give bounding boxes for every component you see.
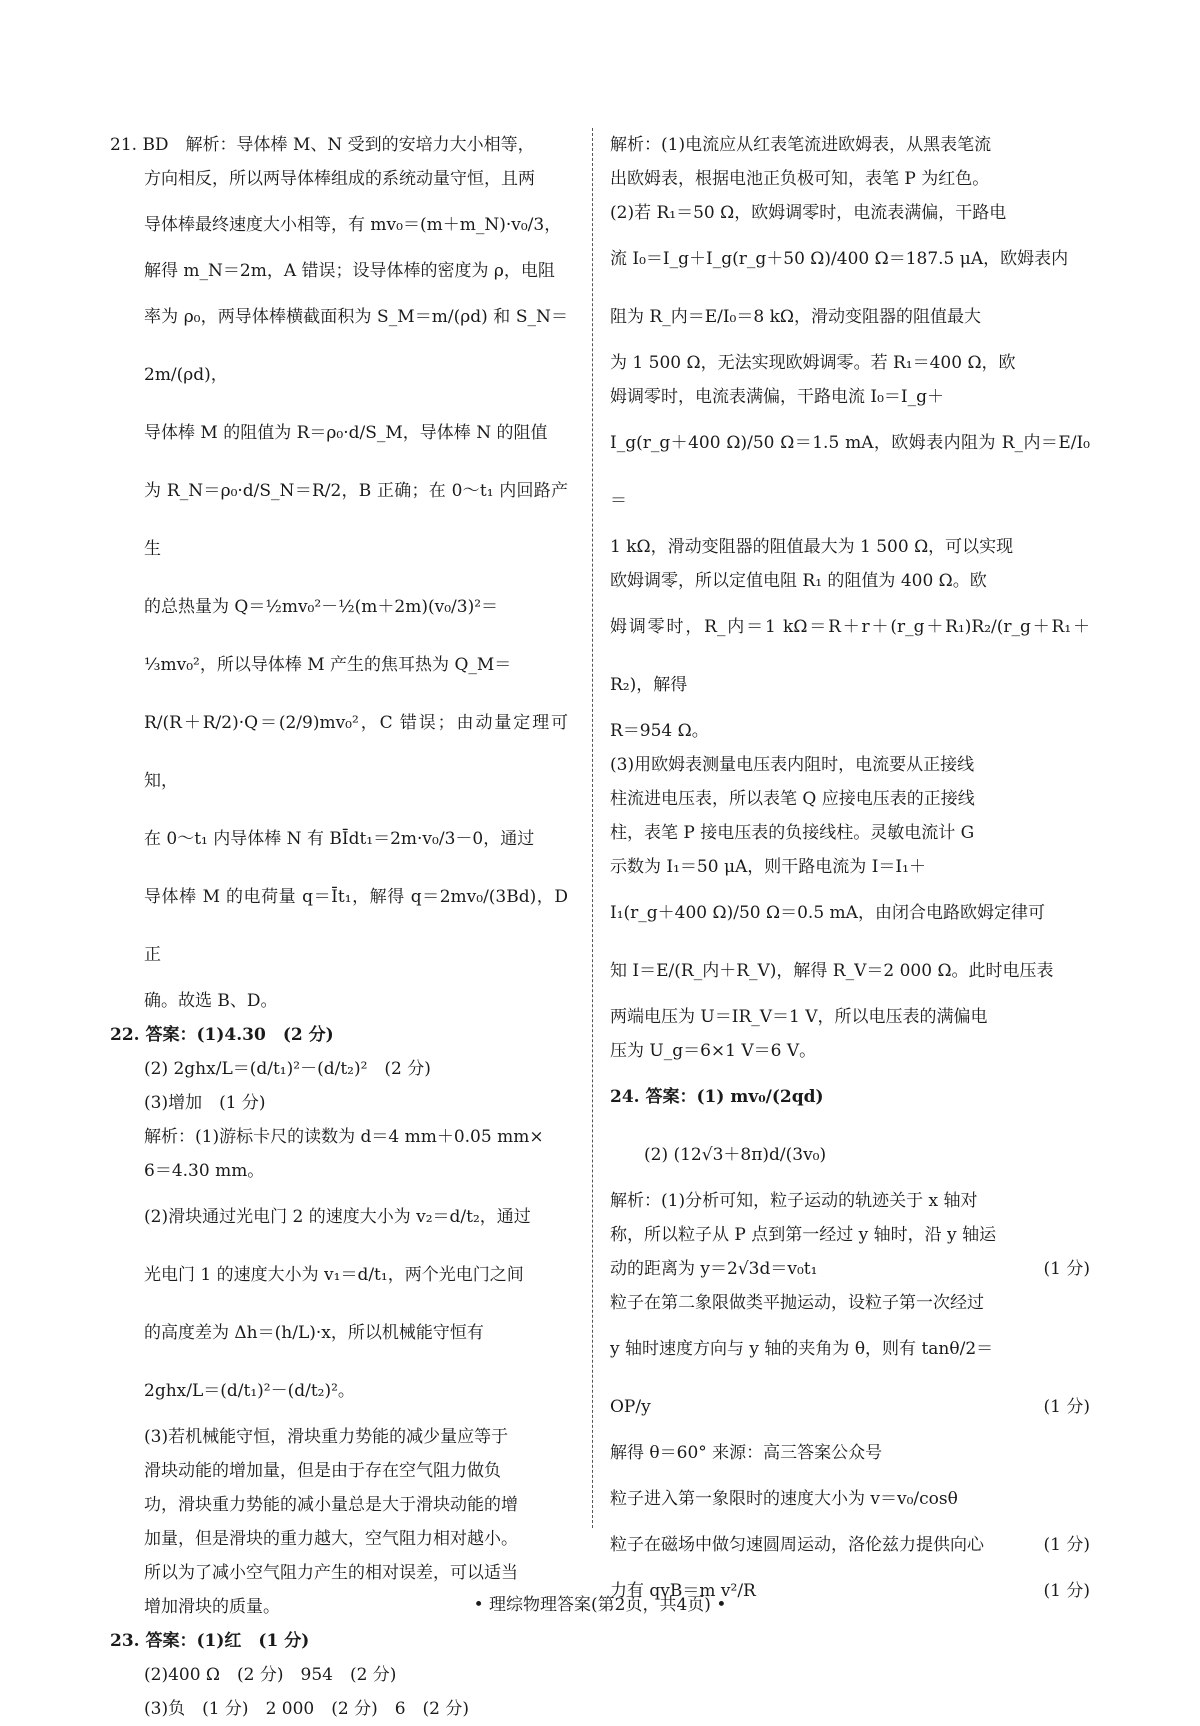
q22-analysis-line: 增加滑块的质量。 xyxy=(144,1597,280,1617)
points-label: (1 分) xyxy=(1043,1397,1090,1417)
q24-answer-line: (2) (12√3＋8π)d/(3v₀) xyxy=(644,1145,827,1165)
q23-analysis-line: 柱，表笔 P 接电压表的负接线柱。灵敏电流计 G xyxy=(610,823,975,843)
q21-line: 的总热量为 Q＝½mv₀²－½(m＋2m)(v₀/3)²＝ xyxy=(144,597,499,617)
q23-analysis-line: 示数为 I₁＝50 μA，则干路电流为 I＝I₁＋ xyxy=(610,857,926,877)
q23-analysis-line: 姆调零时，电流表满偏，干路电流 I₀＝I_g＋ xyxy=(610,387,945,407)
points-label: (1 分) xyxy=(1043,1259,1090,1279)
q24-analysis-line: 动的距离为 y＝2√3d＝v₀t₁ xyxy=(610,1259,818,1279)
q22-answer-line: 22. 答案：(1)4.30 (2 分) xyxy=(110,1025,334,1045)
q23-analysis-line: 知 I＝E/(R_内＋R_V)，解得 R_V＝2 000 Ω。此时电压表 xyxy=(610,961,1054,981)
q23-analysis-line: 欧姆调零，所以定值电阻 R₁ 的阻值为 400 Ω。欧 xyxy=(610,571,987,591)
q24-analysis-line: y 轴时速度方向与 y 轴的夹角为 θ，则有 tanθ/2＝ xyxy=(610,1339,994,1359)
q22-analysis-line: 功，滑块重力势能的减小量总是大于滑块动能的增 xyxy=(144,1495,518,1515)
q24-analysis-line: 称，所以粒子从 P 点到第一经过 y 轴时，沿 y 轴运 xyxy=(610,1225,997,1245)
q24-analysis-line: 粒子在磁场中做匀速圆周运动，洛伦兹力提供向心 xyxy=(610,1535,984,1555)
q22-analysis-line: 2ghx/L＝(d/t₁)²－(d/t₂)²。 xyxy=(144,1381,355,1401)
q24-analysis-line: 解得 θ＝60° 来源：高三答案公众号 xyxy=(610,1443,883,1463)
column-divider xyxy=(592,128,593,1528)
q23-analysis-line: 解析：(1)电流应从红表笔流进欧姆表，从黑表笔流 xyxy=(610,135,992,155)
q24-answer-line: 24. 答案：(1) mv₀/(2qd) xyxy=(610,1087,824,1107)
q22-analysis-line: 光电门 1 的速度大小为 v₁＝d/t₁，两个光电门之间 xyxy=(144,1265,524,1285)
question-21 xyxy=(110,128,568,1018)
right-column xyxy=(610,128,1090,1620)
page-footer: • 理综物理答案(第2页，共4页) • xyxy=(473,1595,727,1615)
q22-analysis-line: 滑块动能的增加量，但是由于存在空气阻力做负 xyxy=(144,1461,501,1481)
q21-line: 导体棒 M 的电荷量 q＝Īt₁，解得 q＝2mv₀/(3Bd)，D 正 xyxy=(144,887,568,965)
q21-line: 方向相反，所以两导体棒组成的系统动量守恒，且两 xyxy=(144,169,535,189)
q23-analysis-line: (3)用欧姆表测量电压表内阻时，电流要从正接线 xyxy=(610,755,975,775)
q22-analysis-line: (2)滑块通过光电门 2 的速度大小为 v₂＝d/t₂，通过 xyxy=(144,1207,531,1227)
q23-analysis-line: 1 kΩ，滑动变阻器的阻值最大为 1 500 Ω，可以实现 xyxy=(610,537,1014,557)
q23-analysis-line: 阻为 R_内＝E/I₀＝8 kΩ，滑动变阻器的阻值最大 xyxy=(610,307,981,327)
q21-line: 导体棒 M 的阻值为 R＝ρ₀·d/S_M，导体棒 N 的阻值 xyxy=(144,423,548,443)
q23-analysis-line: 出欧姆表，根据电池正负极可知，表笔 P 为红色。 xyxy=(610,169,990,189)
q24-analysis-line: 力有 qvB＝m v²/R xyxy=(610,1581,756,1601)
q23-analysis-line: 姆调零时，R_内＝1 kΩ＝R＋r＋(r_g＋R₁)R₂/(r_g＋R₁＋R₂)，解得 xyxy=(610,617,1090,695)
points-label: (1 分) xyxy=(1043,1535,1090,1555)
q22-analysis-line: 所以为了减小空气阻力产生的相对误差，可以适当 xyxy=(144,1563,518,1583)
q23-analysis-line: 柱流进电压表，所以表笔 Q 应接电压表的正接线 xyxy=(610,789,975,809)
q21-line: 导体棒最终速度大小相等，有 mv₀＝(m＋m_N)·v₀/3， xyxy=(144,215,562,235)
q23-analysis-line: R＝954 Ω。 xyxy=(610,721,709,741)
q23-analysis-line: 两端电压为 U＝IR_V＝1 V，所以电压表的满偏电 xyxy=(610,1007,988,1027)
q21-line: 在 0～t₁ 内导体棒 N 有 BĪdt₁＝2m·v₀/3－0，通过 xyxy=(144,829,535,849)
points-label: (1 分) xyxy=(1043,1581,1090,1601)
q21-line: 21. BD 解析：导体棒 M、N 受到的安培力大小相等， xyxy=(110,135,535,155)
q24-analysis-line: 粒子在第二象限做类平抛运动，设粒子第一次经过 xyxy=(610,1293,984,1313)
q22-analysis-line: 加量，但是滑块的重力越大，空气阻力相对越小。 xyxy=(144,1529,518,1549)
q21-line: 确。故选 B、D。 xyxy=(144,991,278,1011)
q22-analysis-line: 6＝4.30 mm。 xyxy=(144,1161,265,1181)
q24-analysis-line: OP/y xyxy=(610,1397,651,1417)
q24-analysis-line: 粒子进入第一象限时的速度大小为 v＝v₀/cosθ xyxy=(610,1489,958,1509)
q23-analysis-line: 压为 U_g＝6×1 V＝6 V。 xyxy=(610,1041,817,1061)
question-24 xyxy=(610,1068,1090,1620)
q22-answer-line: (3)增加 (1 分) xyxy=(144,1093,266,1113)
q23-answer-line: 23. 答案：(1)红 (1 分) xyxy=(110,1631,310,1651)
question-22 xyxy=(110,1018,568,1624)
q23-answer-line: (2)400 Ω (2 分) 954 (2 分) xyxy=(144,1665,397,1685)
question-23-answer xyxy=(110,1624,568,1726)
q22-answer-line: (2) 2ghx/L＝(d/t₁)²－(d/t₂)² (2 分) xyxy=(144,1059,431,1079)
q21-line: R/(R＋R/2)·Q＝(2/9)mv₀²，C 错误；由动量定理可知， xyxy=(144,713,568,791)
q21-line: 为 R_N＝ρ₀·d/S_N＝R/2，B 正确；在 0～t₁ 内回路产生 xyxy=(144,481,568,559)
left-column xyxy=(110,128,568,1726)
q23-analysis-line: (2)若 R₁＝50 Ω，欧姆调零时，电流表满偏，干路电 xyxy=(610,203,1007,223)
q23-answer-line: (3)负 (1 分) 2 000 (2 分) 6 (2 分) xyxy=(144,1699,470,1719)
q23-analysis-line: I₁(r_g＋400 Ω)/50 Ω＝0.5 mA，由闭合电路欧姆定律可 xyxy=(610,903,1045,923)
q22-analysis-line: 解析：(1)游标卡尺的读数为 d＝4 mm＋0.05 mm× xyxy=(144,1127,544,1147)
q23-analysis-line: 为 1 500 Ω，无法实现欧姆调零。若 R₁＝400 Ω，欧 xyxy=(610,353,1016,373)
question-23-analysis xyxy=(610,128,1090,1068)
q24-analysis-line: 解析：(1)分析可知，粒子运动的轨迹关于 x 轴对 xyxy=(610,1191,978,1211)
q23-analysis-line: 流 I₀＝I_g＋I_g(r_g＋50 Ω)/400 Ω＝187.5 μA，欧姆表内 xyxy=(610,249,1069,269)
q22-analysis-line: 的高度差为 Δh＝(h/L)·x，所以机械能守恒有 xyxy=(144,1323,484,1343)
q21-line: ⅓mv₀²，所以导体棒 M 产生的焦耳热为 Q_M＝ xyxy=(144,655,512,675)
q21-line: 率为 ρ₀，两导体棒横截面积为 S_M＝m/(ρd) 和 S_N＝2m/(ρd)， xyxy=(144,307,568,385)
q21-line: 解得 m_N＝2m，A 错误；设导体棒的密度为 ρ，电阻 xyxy=(144,261,555,281)
q22-analysis-line: (3)若机械能守恒，滑块重力势能的减少量应等于 xyxy=(144,1427,509,1447)
q23-analysis-line: I_g(r_g＋400 Ω)/50 Ω＝1.5 mA，欧姆表内阻为 R_内＝E/I₀＝ xyxy=(610,433,1090,511)
